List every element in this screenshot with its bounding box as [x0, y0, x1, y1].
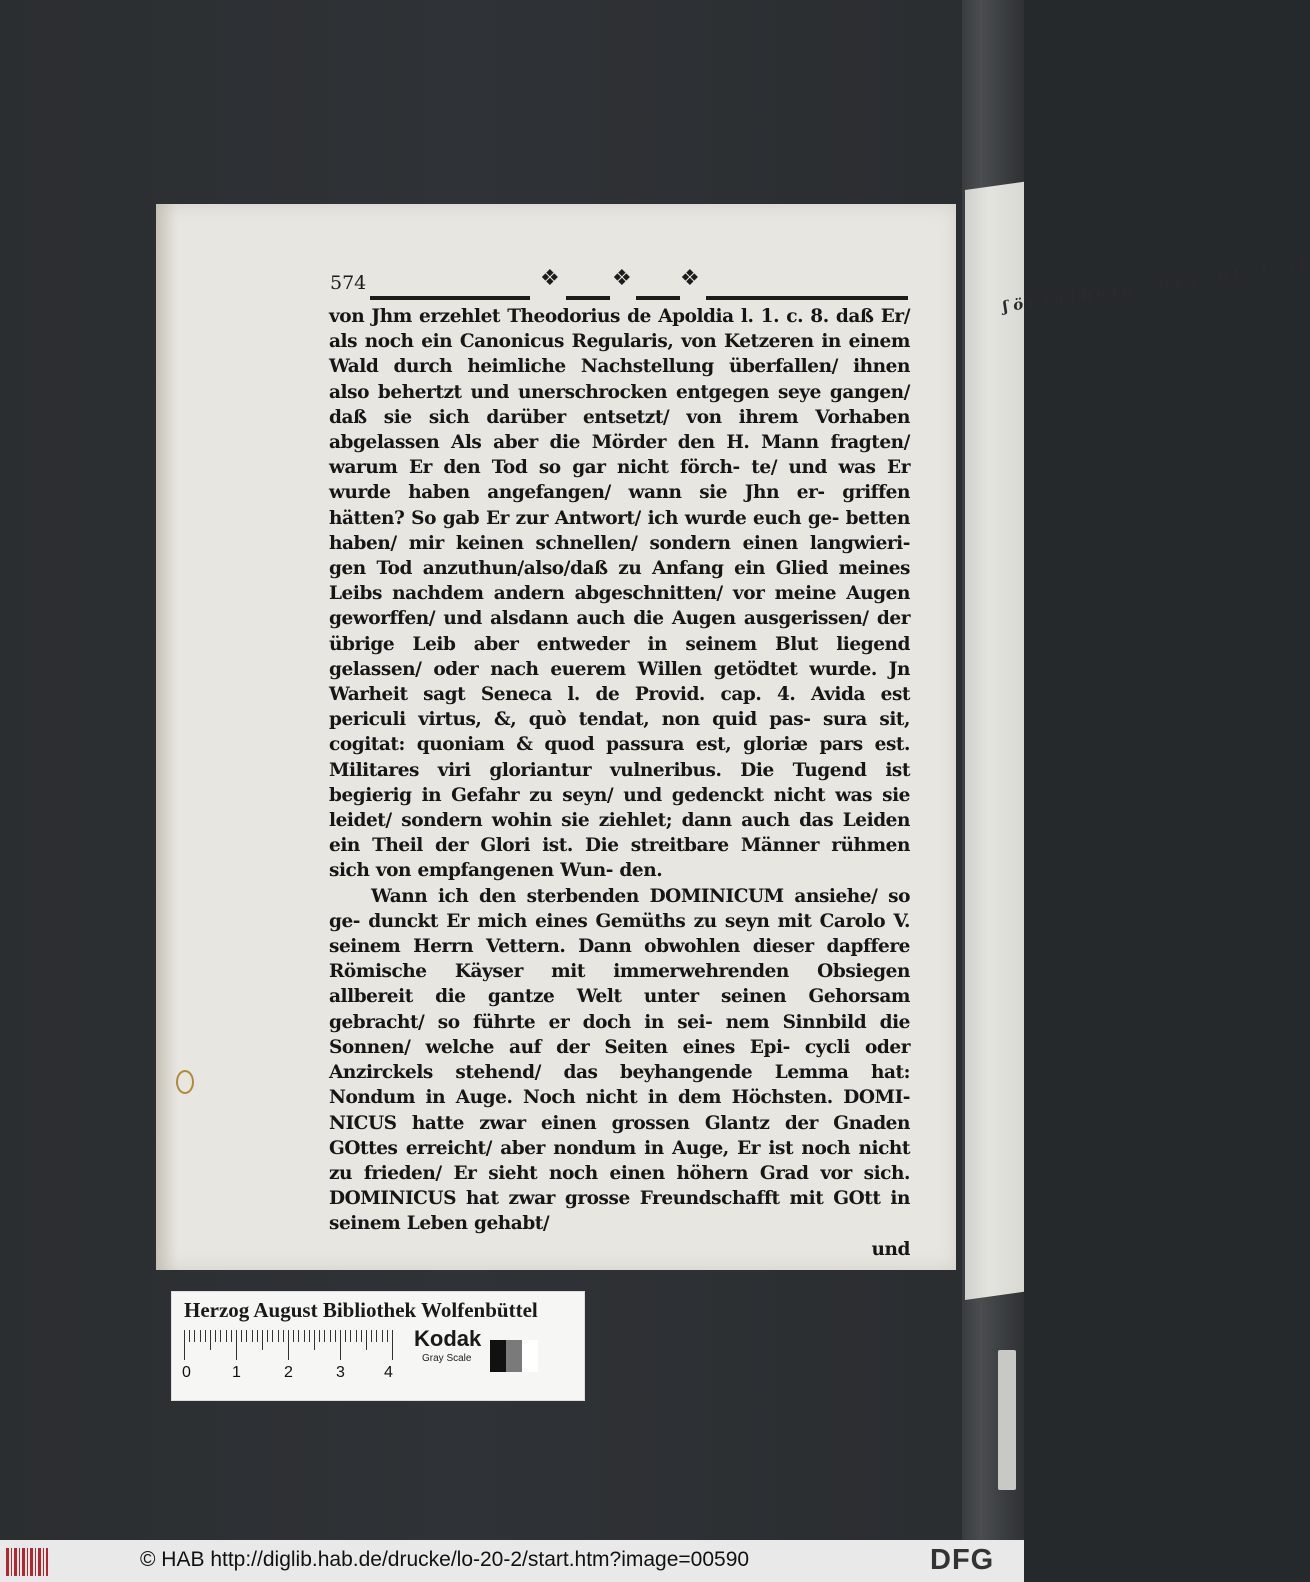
book-page — [156, 204, 956, 1270]
ruler-tick — [288, 1330, 289, 1360]
ruler-tick — [356, 1330, 357, 1342]
ruler-tick — [252, 1330, 253, 1342]
adjacent-page-edge-text: ʃ ö e i g l b e f e . . d e v e ſ ſ \ ſ — [1003, 254, 1310, 316]
adjacent-page — [965, 182, 1310, 1300]
ruler-tick — [314, 1330, 315, 1350]
ruler-tick — [200, 1330, 201, 1342]
ruler-tick — [350, 1330, 351, 1342]
ruler-tick — [210, 1330, 211, 1350]
header-rule — [370, 296, 530, 300]
ruler-tick — [371, 1330, 372, 1342]
swatch-white — [522, 1340, 538, 1372]
ruler-tick — [220, 1330, 221, 1342]
ruler-tick — [304, 1330, 305, 1342]
ruler-label: 0 — [182, 1364, 191, 1381]
ruler-tick — [267, 1330, 268, 1342]
ornament-icon: ❖ — [680, 266, 700, 291]
ruler-tick — [345, 1330, 346, 1342]
ruler-tick — [272, 1330, 273, 1342]
barcode-icon — [6, 1548, 48, 1576]
header-rule — [566, 296, 610, 300]
ruler-tick — [241, 1330, 242, 1342]
body-text — [329, 304, 910, 1262]
paragraph: von Jhm erzehlet Theodorius de Apoldia l. 1. c. 8. daß Er/ als noch ein Canonicus Regularis, von Ketzeren in einem Wald durch heimliche Nachstellung überfallen/ ihnen also behertzt und unerschrocken entgegen seye gangen/ daß sie sich darüber entsetzt/ von ihrem Vorhaben abgelassen Als aber die Mörder den H. Mann fragten/ warum Er den Tod so gar nicht förch- te/ und was Er wurde haben angefangen/ wann sie Jhn er- griffen hätten? So gab Er zur Antwort/ ich wurde euch ge- betten haben/ mir keinen schnellen/ sondern einen langwieri- gen Tod anzuthun/also/daß zu Anfang ein Glied meines Leibs nachdem andern abgeschnitten/ vor meine Augen geworffen/ und alsdann auch die Augen ausgerissen/ der übrige Leib aber entweder in seinem Blut liegend gelassen/ oder nach euerem Willen getödtet wurde. Jn Warheit sagt Seneca l. de Provid. cap. 4. Avida est periculi virtus, &, quò tendat, non quid pas- sura sit, cogitat: quoniam & quod passura est, gloriæ pars est. Militares viri gloriantur vulneribus. Die Tugend ist begierig in Gefahr zu seyn/ und gedenckt nicht was sie leidet/ sondern wohin sie ziehlet; dann auch das Leiden ein Theil der Glori ist. Die streitbare Männer rühmen sich von empfangenen Wun- den. — [329, 306, 910, 882]
paragraph: Wann ich den sterbenden DOMINICUM ansiehe/ so ge- dunckt Er mich eines Gemüths zu seyn mit Carolo V. seinem Herrn Vettern. Dann obwohlen dieser dapffere Römische Käyser mit immerwehrenden Obsiegen allbereit die gantze Welt unter seinen Gehorsam gebracht/ so führte er doch in sei- nem Sinnbild die Sonnen/ welche auf der Seiten eines Epi- cycli oder Anzirckels stehend/ das beyhangende Lemma hat: Nondum in Auge. Noch nicht in dem Höchsten. DOMI- NICUS hatte zwar einen grossen Glantz der Gnaden GOttes erreicht/ aber nondum in Auge, Er ist noch nicht zu frieden/ Er sieht noch einen höhern Grad vor sich. DOMINICUS hat zwar grosse Freundschafft mit GOtt in seinem Leben gehabt/ — [329, 885, 910, 1235]
ruler-tick — [189, 1330, 190, 1342]
ruler-tick — [231, 1330, 232, 1342]
ruler-tick — [387, 1330, 388, 1342]
swatch-black — [490, 1340, 506, 1372]
ruler-tick — [246, 1330, 247, 1342]
ruler-tick — [257, 1330, 258, 1342]
spine-label — [998, 1350, 1016, 1490]
ruler-tick — [205, 1330, 206, 1342]
ruler-tick — [293, 1330, 294, 1342]
kodak-logo: Kodak — [414, 1326, 482, 1351]
ruler-label: 1 — [232, 1364, 241, 1381]
ornament-icon: ❖ — [540, 266, 560, 291]
ruler-tick — [324, 1330, 325, 1342]
ruler-tick — [361, 1330, 362, 1342]
ruler-label: 3 — [336, 1364, 345, 1381]
page-header — [330, 266, 908, 304]
ruler-tick — [226, 1330, 227, 1342]
ruler-tick — [335, 1330, 336, 1342]
catchword: und — [871, 1238, 910, 1260]
ruler-tick — [366, 1330, 367, 1350]
header-rule — [636, 296, 680, 300]
swatch-gray — [506, 1340, 522, 1372]
library-name: Herzog August Bibliothek Wolfenbüttel — [184, 1298, 538, 1322]
ruler-label: 2 — [284, 1364, 293, 1381]
ruler-tick — [215, 1330, 216, 1342]
ruler-tick — [376, 1330, 377, 1342]
ruler-tick — [283, 1330, 284, 1342]
ruler-tick — [330, 1330, 331, 1342]
ruler-tick — [392, 1330, 393, 1360]
ruler-tick — [278, 1330, 279, 1342]
ruler-tick — [309, 1330, 310, 1342]
ruler-tick — [236, 1330, 237, 1360]
ornament-icon: ❖ — [612, 266, 632, 291]
gray-scale-label: Gray Scale — [422, 1353, 472, 1364]
ruler-tick — [340, 1330, 341, 1360]
color-target-card — [172, 1292, 584, 1400]
footer-bar — [0, 1540, 1024, 1582]
dfg-logo: DFG — [930, 1544, 995, 1576]
ruler-tick — [298, 1330, 299, 1342]
page-number: 574 — [330, 272, 367, 294]
ruler-tick — [262, 1330, 263, 1350]
ruler-label: 4 — [384, 1364, 393, 1381]
gray-swatches — [490, 1340, 538, 1372]
ink-stain — [176, 1070, 194, 1094]
ruler-tick — [382, 1330, 383, 1342]
ruler-tick — [319, 1330, 320, 1342]
header-rule — [706, 296, 908, 300]
ruler — [184, 1330, 398, 1364]
ruler-tick — [194, 1330, 195, 1342]
copyright-link[interactable]: © HAB http://diglib.hab.de/drucke/lo-20-2/start.htm?image=00590 — [140, 1548, 750, 1571]
ruler-tick — [184, 1330, 185, 1360]
page-shadow — [156, 204, 178, 1270]
